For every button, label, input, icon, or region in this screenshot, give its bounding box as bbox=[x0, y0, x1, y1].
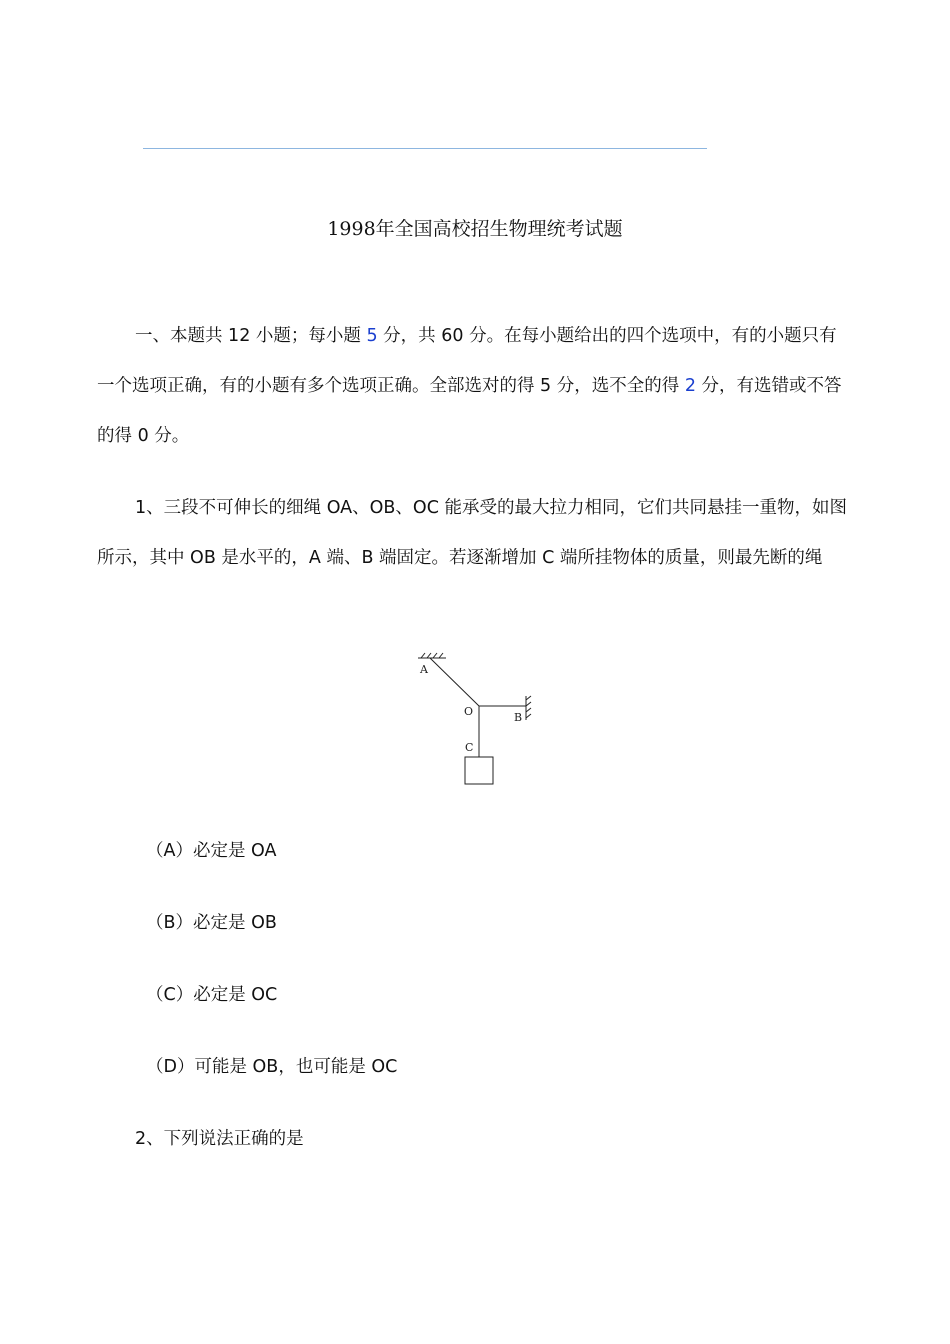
ceiling-hatch bbox=[421, 653, 443, 658]
instructions-text-b: 分，共 60 分。在每小题给出的四个选项中，有的小题只有一个选项正确，有的小题有多个选项正确。全部选对的得 5 分，选不全的得 bbox=[97, 326, 837, 396]
question-1-stem bbox=[97, 483, 853, 583]
rope-oa bbox=[430, 658, 479, 706]
points-partial-value: 2 bbox=[684, 376, 696, 396]
instructions-text-a: 一、本题共 12 小题；每小题 bbox=[135, 326, 367, 346]
label-c: C bbox=[465, 741, 474, 754]
question-2-stem: 2、下列说法正确的是 bbox=[135, 1129, 304, 1149]
instructions-text-c: 分，有选错或不答的得 0 分。 bbox=[97, 376, 842, 446]
option-b: （B）必定是 OB bbox=[146, 913, 277, 933]
question-1-text: 1、三段不可伸长的细绳 OA、OB、OC 能承受的最大拉力相同，它们共同悬挂一重物，如图所示，其中 OB 是水平的，A 端、B 端固定。若逐渐增加 C 端所挂物体的质量，则最先断的绳 bbox=[97, 498, 847, 568]
option-a: （A）必定是 OA bbox=[146, 841, 277, 861]
label-o: O bbox=[464, 705, 474, 718]
label-b: B bbox=[514, 711, 523, 724]
option-c: （C）必定是 OC bbox=[146, 985, 278, 1005]
rope-diagram bbox=[408, 650, 548, 790]
section-instructions bbox=[97, 311, 853, 461]
option-d: （D）可能是 OB，也可能是 OC bbox=[146, 1057, 398, 1077]
label-a: A bbox=[420, 663, 428, 676]
points-each-value: 5 bbox=[366, 326, 378, 346]
header-rule bbox=[143, 148, 707, 149]
page-title: 1998年全国高校招生物理统考试题 bbox=[327, 218, 623, 240]
hanging-weight bbox=[465, 757, 493, 784]
rope-diagram-svg bbox=[408, 650, 548, 790]
wall-hatch bbox=[526, 696, 531, 718]
